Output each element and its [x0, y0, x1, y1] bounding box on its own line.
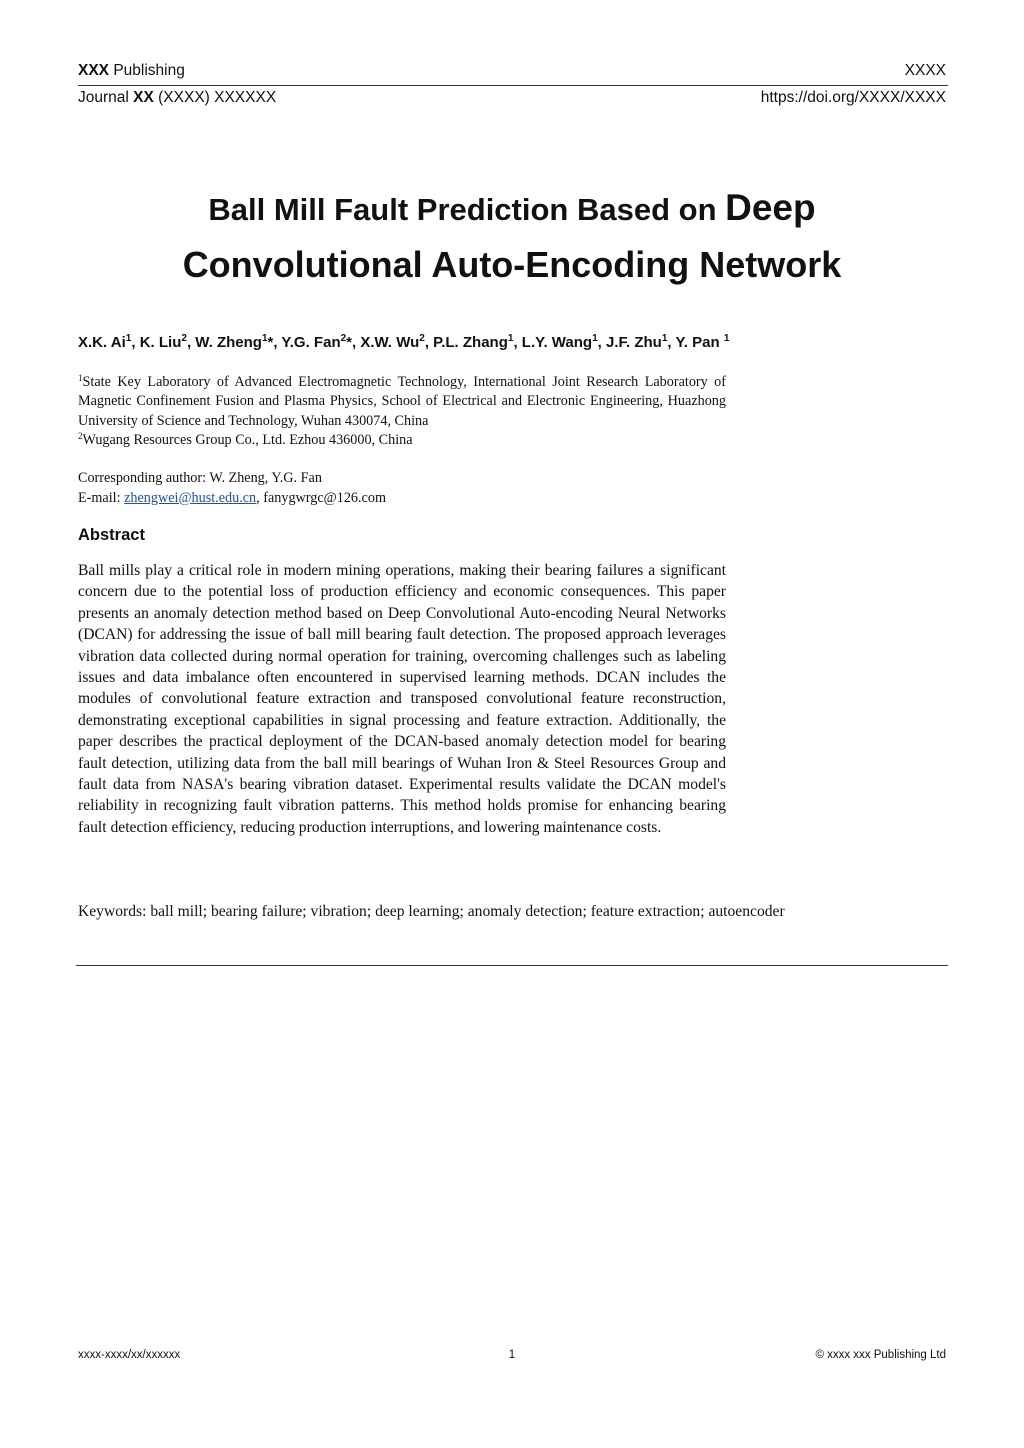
author-list	[78, 334, 958, 351]
title-line-2: Convolutional Auto-Encoding Network	[182, 244, 842, 285]
title-line-1: Ball Mill Fault Prediction Based on Deep	[208, 187, 816, 228]
email-link[interactable]: zhengwei@hust.edu.cn	[124, 489, 257, 506]
publisher-name: XXX Publishing	[78, 62, 185, 79]
running-header-bottom	[78, 89, 946, 107]
author-affiliation-sup: 1	[261, 333, 268, 344]
doi-link[interactable]: https://doi.org/XXXX/XXXX	[760, 89, 946, 106]
author-name: Y. Pan $^1$	[675, 333, 730, 351]
corresponding-author: Corresponding author: W. Zheng, Y.G. Fan	[78, 470, 322, 486]
affiliation-2: $^2$Wugang Resources Group Co., Ltd. Ezhou 436000, China	[78, 431, 413, 449]
keywords: Keywords: ball mill; bearing failure; vibration; deep learning; anomaly detection; feature extraction; autoencoder	[78, 903, 785, 920]
email-line: E-mail: zhengwei@hust.edu.cn, fanygwrgc@126.com	[78, 489, 386, 506]
footer-issn: xxxx-xxxx/xx/xxxxxx	[78, 1349, 181, 1361]
header-right-code: XXXX	[904, 62, 946, 79]
author-name: J.F. Zhu$^1$,	[605, 333, 676, 351]
author-affiliation-sup: 1	[661, 333, 668, 344]
section-divider	[76, 965, 948, 966]
author-name: X.K. Ai$^1$,	[78, 333, 140, 351]
running-header-top	[78, 62, 946, 80]
author-affiliation-sup: 1	[125, 333, 132, 344]
journal-info: Journal XX (XXXX) XXXXXX	[78, 89, 277, 106]
correspondence	[78, 469, 726, 508]
page-number: 1	[508, 1349, 516, 1361]
abstract-body: Ball mills play a critical role in modern mining operations, making their bearing failures a significant concern due to the potential loss of production efficiency and economic consequences. This paper presents an anomaly detection method based on Deep Convolutional Auto-encoding Neural Networks (DCAN) for addressing the issue of ball mill bearing fault detection. The proposed approach leverages vibration data collected during normal operation for training, overcoming challenges such as labeling issues and data imbalance often encountered in supervised learning methods. DCAN includes the modules of convolutional feature extraction and transposed convolutional feature reconstruction, demonstrating exceptional capabilities in signal processing and feature extraction. Additionally, the paper describes the practical deployment of the DCAN-based anomaly detection model for bearing fault detection, utilizing data from the ball mill bearings of Wuhan Iron & Steel Resources Group and fault data from NASA's bearing vibration dataset. Experimental results validate the DCAN model's reliability in recognizing fault vibration patterns. This method holds promise for enhancing bearing fault detection efficiency, reducing production interruptions, and lowering maintenance costs.	[78, 562, 726, 836]
author-name: L.Y. Wang$^1$,	[521, 333, 606, 351]
author-affiliation-sup: 1	[723, 333, 730, 344]
author-name: P.L. Zhang$^1$,	[433, 333, 522, 351]
author-affiliation-sup: 2	[419, 333, 425, 344]
author-affiliation-sup: 1	[592, 333, 598, 344]
author-affiliation-sup: 2	[181, 333, 187, 344]
author-name: X.W. Wu$^2$,	[360, 333, 434, 351]
affiliation-1: $^1$State Key Laboratory of Advanced Electromagnetic Technology, International Joint Research Laboratory of Magnetic Confinement Fusion and Plasma Physics, School of Electrical and Electronic Engineering, Huazhong University of Science and Technology, Wuhan 430074, China	[78, 373, 726, 429]
affiliations	[78, 373, 726, 451]
author-name: Y.G. Fan$^2$*,	[281, 333, 361, 351]
author-affiliation-sup: 2	[340, 333, 347, 344]
author-name: K. Liu$^2$,	[139, 333, 196, 351]
author-affiliation-sup: 1	[507, 333, 514, 344]
paper-title	[78, 182, 946, 294]
header-rule	[78, 85, 948, 86]
footer-copyright: © xxxx xxx Publishing Ltd	[815, 1349, 946, 1361]
page-footer	[78, 1349, 946, 1361]
author-name: W. Zheng$^1$*,	[195, 333, 282, 351]
abstract-heading: Abstract	[78, 526, 145, 544]
